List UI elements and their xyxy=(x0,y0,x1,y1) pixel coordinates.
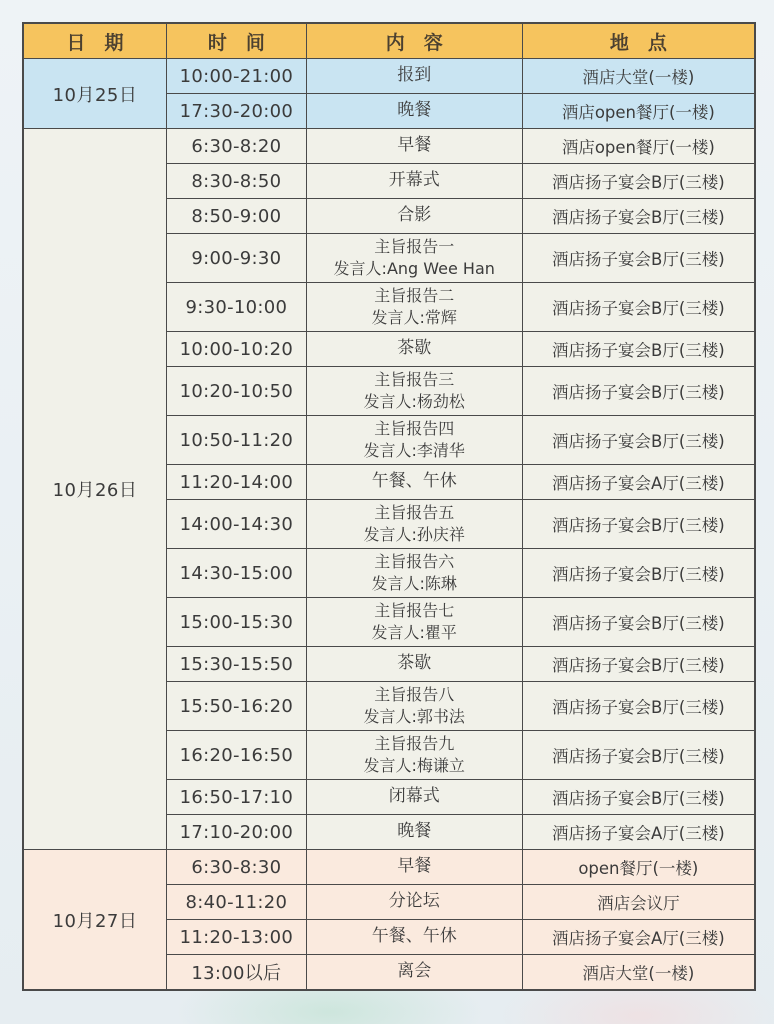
content-line: 合影 xyxy=(397,205,432,226)
content-line: 离会 xyxy=(397,961,432,982)
speaker-line: 发言人:梅谦立 xyxy=(363,756,465,775)
content-line: 早餐 xyxy=(397,135,432,156)
content-line: 主旨报告一 xyxy=(374,236,455,256)
time-cell: 11:20-13:00 xyxy=(166,920,306,955)
time-cell: 17:10-20:00 xyxy=(166,815,306,850)
location-cell: 酒店扬子宴会B厅(三楼) xyxy=(522,416,755,465)
content-line: 主旨报告九 xyxy=(374,733,455,753)
content-cell xyxy=(306,59,522,94)
location-cell: 酒店大堂(一楼) xyxy=(522,955,755,991)
time-cell: 14:00-14:30 xyxy=(166,500,306,549)
content-line: 茶歇 xyxy=(397,653,432,674)
location-cell: 酒店扬子宴会B厅(三楼) xyxy=(522,598,755,647)
speaker-line: 发言人:杨劲松 xyxy=(363,392,465,411)
location-cell: 酒店扬子宴会B厅(三楼) xyxy=(522,731,755,780)
location-cell: 酒店会议厅 xyxy=(522,885,755,920)
content-cell xyxy=(306,367,522,416)
content-cell xyxy=(306,332,522,367)
content-line: 主旨报告二 xyxy=(374,285,455,305)
speaker-line: 发言人:常辉 xyxy=(371,308,457,327)
content-cell xyxy=(306,94,522,129)
content-cell xyxy=(306,955,522,991)
location-cell: 酒店扬子宴会B厅(三楼) xyxy=(522,283,755,332)
content-cell xyxy=(306,129,522,164)
content-line: 早餐 xyxy=(397,856,432,877)
content-line: 主旨报告五 xyxy=(374,502,455,522)
time-cell: 10:20-10:50 xyxy=(166,367,306,416)
content-cell xyxy=(306,549,522,598)
content-line: 午餐、午休 xyxy=(371,926,457,947)
header-cell-date: 日 期 xyxy=(23,23,166,59)
time-cell: 8:40-11:20 xyxy=(166,885,306,920)
location-cell: 酒店扬子宴会B厅(三楼) xyxy=(522,199,755,234)
time-cell: 17:30-20:00 xyxy=(166,94,306,129)
content-line: 分论坛 xyxy=(388,891,440,912)
content-cell xyxy=(306,815,522,850)
speaker-line: 发言人:郭书法 xyxy=(363,707,465,726)
header-cell-content: 内 容 xyxy=(306,23,522,59)
location-cell: 酒店扬子宴会B厅(三楼) xyxy=(522,549,755,598)
speaker-line: 发言人:Ang Wee Han xyxy=(333,259,495,278)
content-cell xyxy=(306,500,522,549)
content-cell xyxy=(306,164,522,199)
time-cell: 6:30-8:30 xyxy=(166,850,306,885)
content-line: 午餐、午休 xyxy=(371,471,457,492)
content-cell xyxy=(306,199,522,234)
location-cell: open餐厅(一楼) xyxy=(522,850,755,885)
time-cell: 10:50-11:20 xyxy=(166,416,306,465)
location-cell: 酒店扬子宴会B厅(三楼) xyxy=(522,367,755,416)
content-cell xyxy=(306,780,522,815)
time-cell: 15:50-16:20 xyxy=(166,682,306,731)
time-cell: 8:30-8:50 xyxy=(166,164,306,199)
content-cell xyxy=(306,731,522,780)
location-cell: 酒店扬子宴会B厅(三楼) xyxy=(522,332,755,367)
header-cell-time: 时 间 xyxy=(166,23,306,59)
content-line: 茶歇 xyxy=(397,338,432,359)
time-cell: 10:00-21:00 xyxy=(166,59,306,94)
location-cell: 酒店扬子宴会B厅(三楼) xyxy=(522,780,755,815)
content-cell xyxy=(306,885,522,920)
location-cell: 酒店扬子宴会B厅(三楼) xyxy=(522,234,755,283)
time-cell: 8:50-9:00 xyxy=(166,199,306,234)
date-cell: 10月27日 xyxy=(23,850,166,991)
content-cell xyxy=(306,850,522,885)
content-line: 闭幕式 xyxy=(388,786,440,807)
speaker-line: 发言人:李清华 xyxy=(363,441,465,460)
time-cell: 13:00以后 xyxy=(166,955,306,991)
content-line: 主旨报告四 xyxy=(374,418,455,438)
time-cell: 9:30-10:00 xyxy=(166,283,306,332)
location-cell: 酒店扬子宴会B厅(三楼) xyxy=(522,647,755,682)
content-line: 报到 xyxy=(397,65,432,86)
location-cell: 酒店扬子宴会A厅(三楼) xyxy=(522,920,755,955)
content-line: 晚餐 xyxy=(397,821,432,842)
location-cell: 酒店扬子宴会A厅(三楼) xyxy=(522,465,755,500)
location-cell: 酒店大堂(一楼) xyxy=(522,59,755,94)
table-row xyxy=(23,59,755,94)
content-line: 主旨报告七 xyxy=(374,600,455,620)
location-cell: 酒店扬子宴会B厅(三楼) xyxy=(522,682,755,731)
time-cell: 16:50-17:10 xyxy=(166,780,306,815)
speaker-line: 发言人:瞿平 xyxy=(371,623,457,642)
table-row xyxy=(23,129,755,164)
date-cell: 10月26日 xyxy=(23,129,166,850)
content-cell xyxy=(306,416,522,465)
content-cell xyxy=(306,647,522,682)
location-cell: 酒店扬子宴会A厅(三楼) xyxy=(522,815,755,850)
content-cell xyxy=(306,598,522,647)
content-cell xyxy=(306,682,522,731)
table-row xyxy=(23,850,755,885)
schedule-table xyxy=(22,22,756,991)
content-line: 主旨报告三 xyxy=(374,369,455,389)
content-line: 主旨报告六 xyxy=(374,551,455,571)
header-row xyxy=(23,23,755,59)
location-cell: 酒店扬子宴会B厅(三楼) xyxy=(522,500,755,549)
content-cell xyxy=(306,920,522,955)
content-line: 晚餐 xyxy=(397,100,432,121)
speaker-line: 发言人:陈琳 xyxy=(371,574,457,593)
content-line: 主旨报告八 xyxy=(374,684,455,704)
content-cell xyxy=(306,234,522,283)
date-cell: 10月25日 xyxy=(23,59,166,129)
time-cell: 11:20-14:00 xyxy=(166,465,306,500)
header-cell-location: 地 点 xyxy=(522,23,755,59)
content-line: 开幕式 xyxy=(388,170,440,191)
speaker-line: 发言人:孙庆祥 xyxy=(363,525,465,544)
time-cell: 6:30-8:20 xyxy=(166,129,306,164)
time-cell: 16:20-16:50 xyxy=(166,731,306,780)
time-cell: 15:00-15:30 xyxy=(166,598,306,647)
location-cell: 酒店扬子宴会B厅(三楼) xyxy=(522,164,755,199)
time-cell: 15:30-15:50 xyxy=(166,647,306,682)
time-cell: 14:30-15:00 xyxy=(166,549,306,598)
location-cell: 酒店open餐厅(一楼) xyxy=(522,94,755,129)
content-cell xyxy=(306,283,522,332)
time-cell: 10:00-10:20 xyxy=(166,332,306,367)
content-cell xyxy=(306,465,522,500)
location-cell: 酒店open餐厅(一楼) xyxy=(522,129,755,164)
time-cell: 9:00-9:30 xyxy=(166,234,306,283)
